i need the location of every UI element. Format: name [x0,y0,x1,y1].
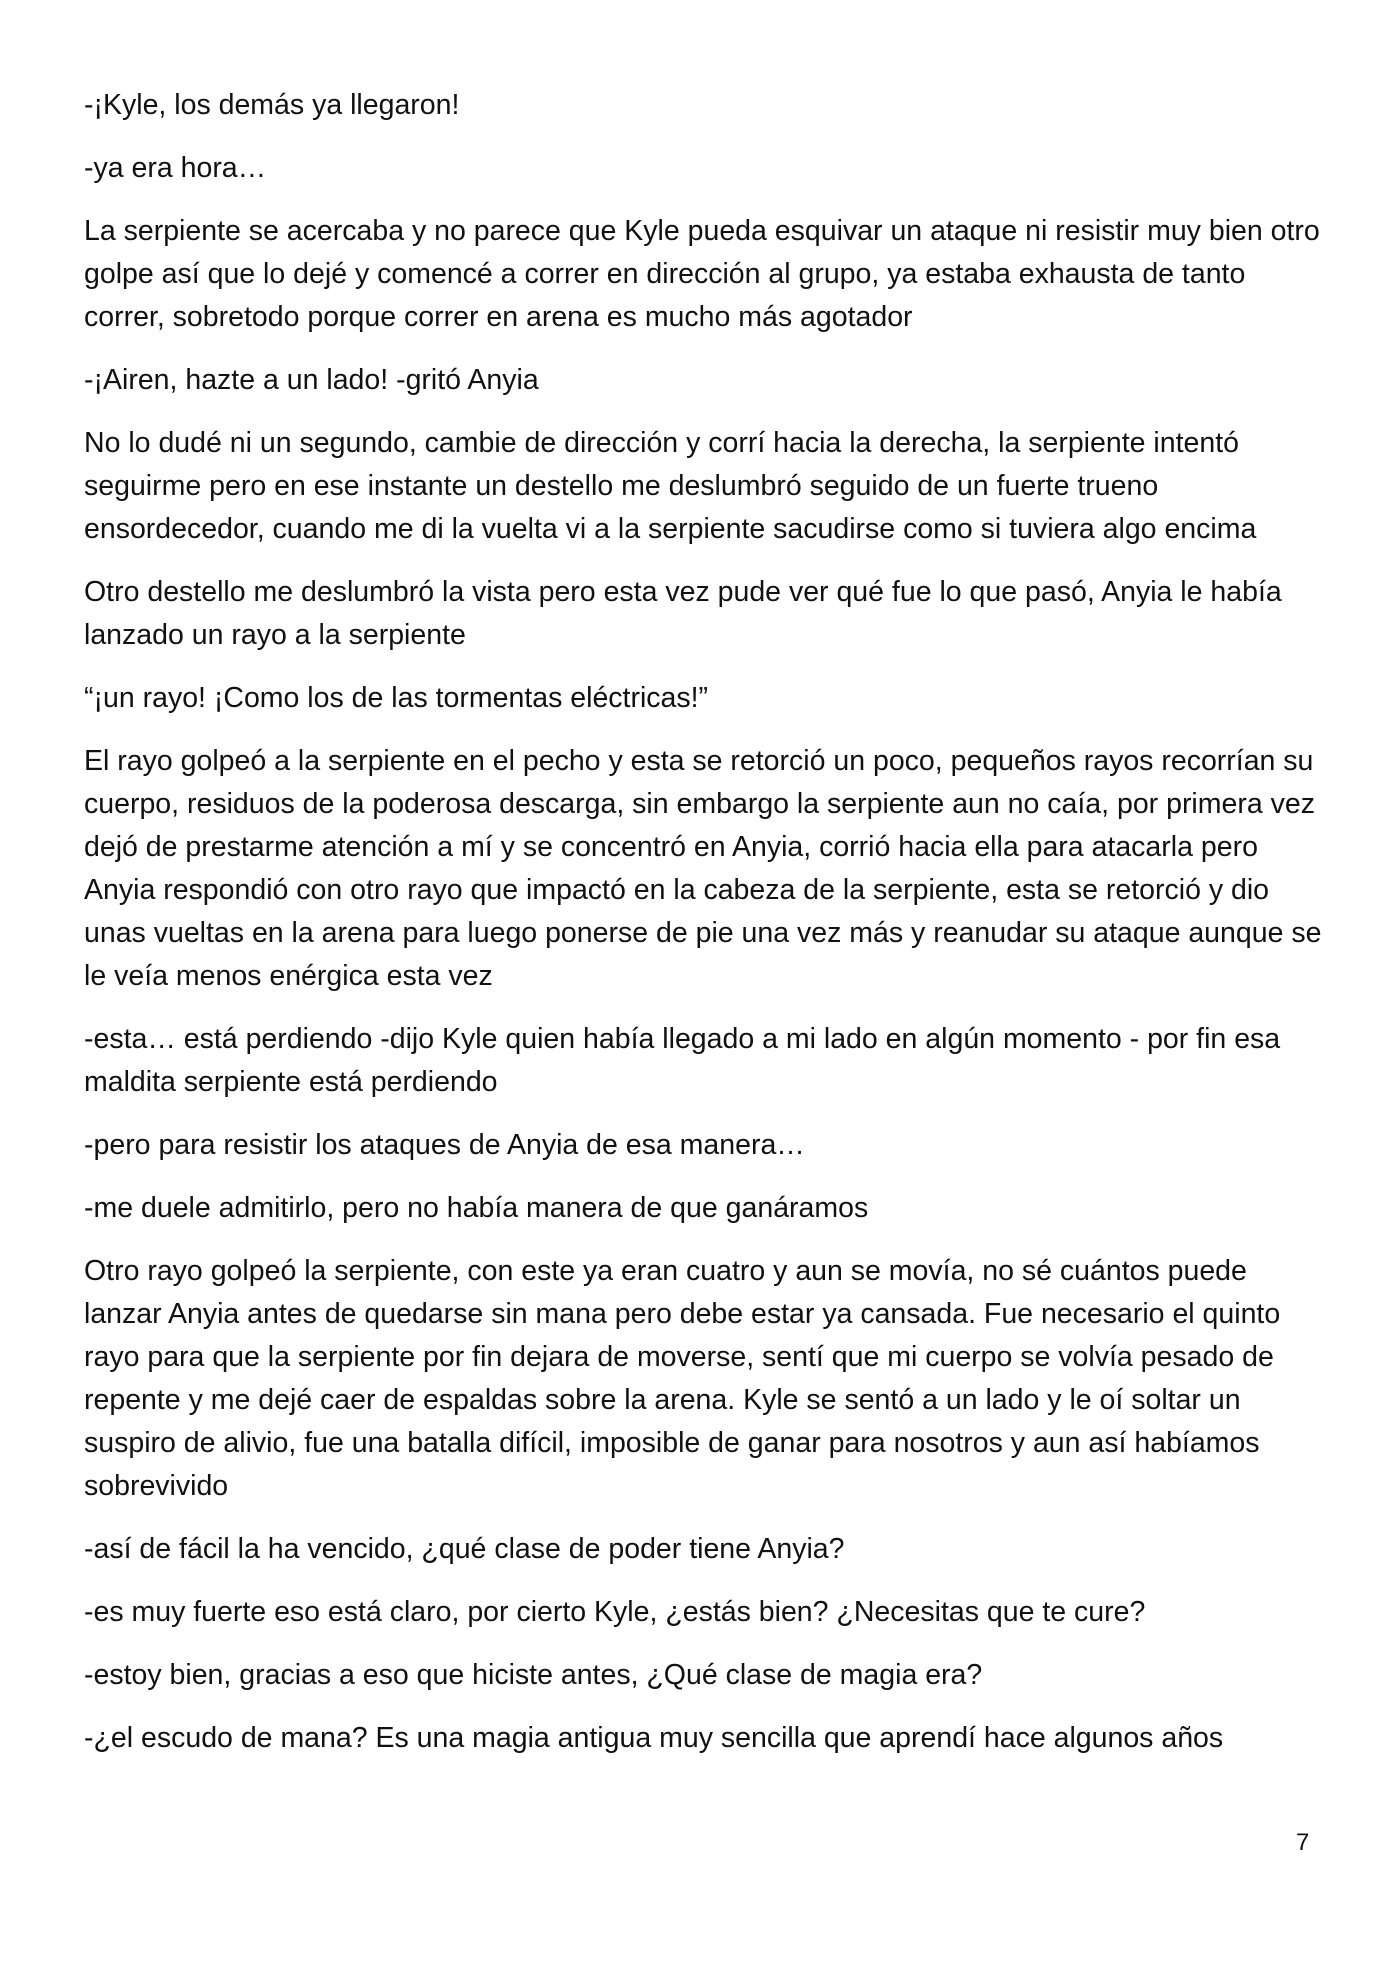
paragraph-16: -¿el escudo de mana? Es una magia antigua muy sencilla que aprendí hace algunos años [84,1722,1224,1754]
document-page [84,84,1322,1780]
paragraph-14: -es muy fuerte eso está claro, por cierto Kyle, ¿estás bien? ¿Necesitas que te cure? [84,1596,1146,1628]
paragraph-1: -¡Kyle, los demás ya llegaron! [84,89,460,121]
paragraph-8: El rayo golpeó a la serpiente en el pecho y esta se retorció un poco, pequeños rayos recorrían su cuerpo, residuos de la poderosa descarga, sin embargo la serpiente aun no caía, por primera vez dejó de prestarme atención a mí y se concentró en Anyia, corrió hacia ella para atacarla pero Anyia respondió con otro rayo que impactó en la cabeza de la serpiente, esta se retorció y dio unas vueltas en la arena para luego ponerse de pie una vez más y reanudar su ataque aunque se le veía menos enérgica esta vez [84,745,1322,992]
paragraph-4: -¡Airen, hazte a un lado! -gritó Anyia [84,364,539,396]
page-number: 7 [1296,1829,1310,1856]
paragraph-13: -así de fácil la ha vencido, ¿qué clase de poder tiene Anyia? [84,1533,845,1565]
paragraph-15: -estoy bien, gracias a eso que hiciste antes, ¿Qué clase de magia era? [84,1659,983,1691]
paragraph-12: Otro rayo golpeó la serpiente, con este ya eran cuatro y aun se movía, no sé cuántos puede lanzar Anyia antes de quedarse sin mana pero debe estar ya cansada. Fue necesario el quinto rayo para que la serpiente por fin dejara de moverse, sentí que mi cuerpo se volvía pesado de repente y me dejé caer de espaldas sobre la arena. Kyle se sentó a un lado y le oí soltar un suspiro de alivio, fue una batalla difícil, imposible de ganar para nosotros y aun así habíamos sobrevivido [84,1255,1281,1502]
paragraph-2: -ya era hora… [84,152,267,184]
paragraph-10: -pero para resistir los ataques de Anyia de esa manera… [84,1129,805,1161]
paragraph-9: -esta… está perdiendo -dijo Kyle quien había llegado a mi lado en algún momento - por fin esa maldita serpiente está perdiendo [84,1023,1281,1098]
paragraph-11: -me duele admitirlo, pero no había manera de que ganáramos [84,1192,869,1224]
paragraph-6: Otro destello me deslumbró la vista pero esta vez pude ver qué fue lo que pasó, Anyia le había lanzado un rayo a la serpiente [84,576,1282,651]
paragraph-7: “¡un rayo! ¡Como los de las tormentas eléctricas!” [84,682,709,714]
paragraph-5: No lo dudé ni un segundo, cambie de dirección y corrí hacia la derecha, la serpiente intentó seguirme pero en ese instante un destello me deslumbró seguido de un fuerte trueno ensordecedor, cuando me di la vuelta vi a la serpiente sacudirse como si tuviera algo encima [84,427,1257,545]
paragraph-3: La serpiente se acercaba y no parece que Kyle pueda esquivar un ataque ni resistir muy bien otro golpe así que lo dejé y comencé a correr en dirección al grupo, ya estaba exhausta de tanto correr, sobretodo porque correr en arena es mucho más agotador [84,215,1320,333]
